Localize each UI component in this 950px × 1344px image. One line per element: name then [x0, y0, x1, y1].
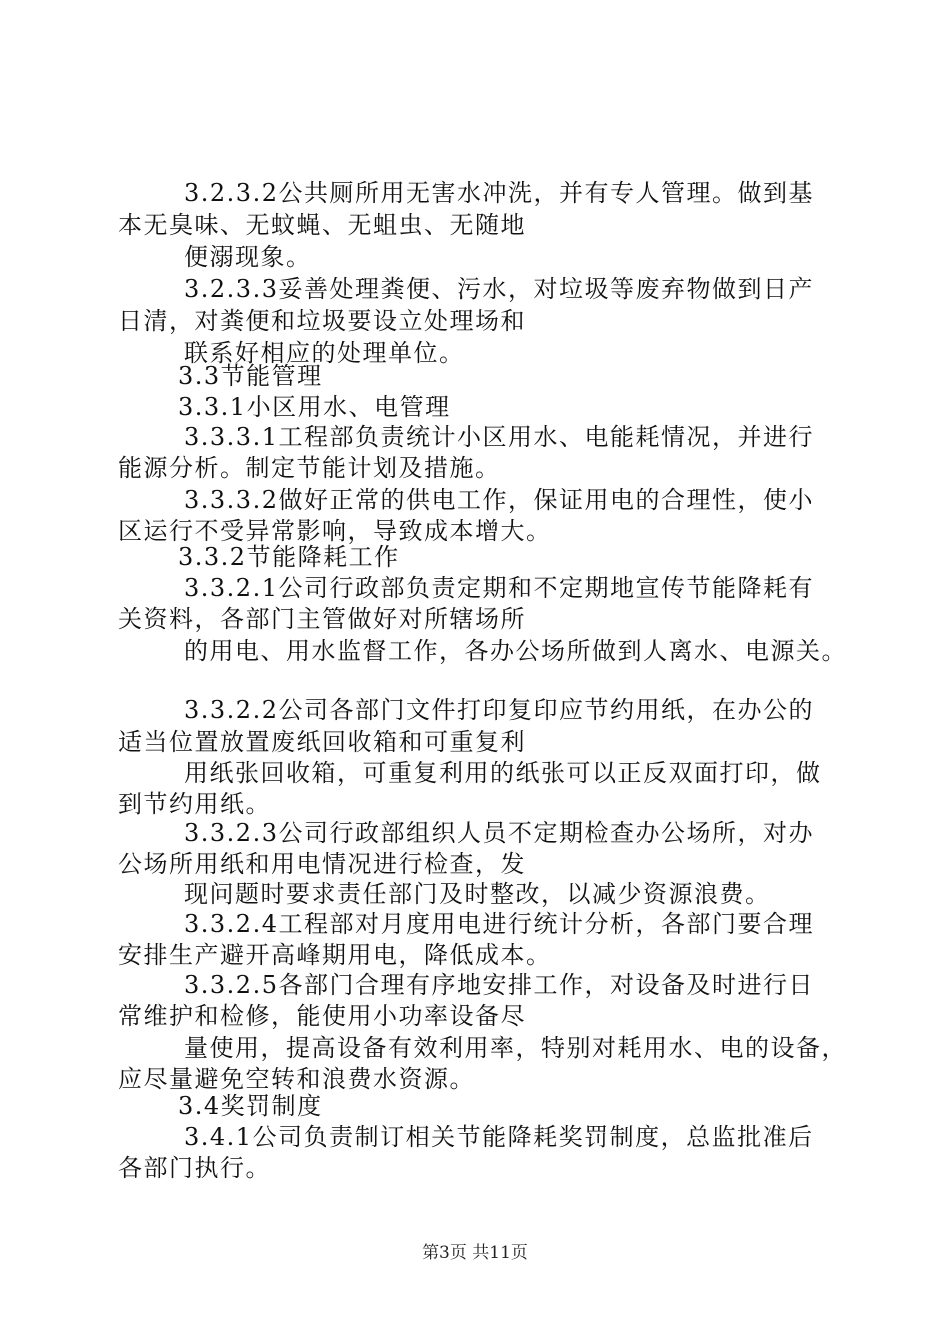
text-line: 本无臭味、无蚊蝇、无蛆虫、无随地 [118, 211, 526, 239]
text-line: 安排生产避开高峰期用电，降低成本。 [118, 941, 552, 969]
text-line: 各部门执行。 [118, 1154, 271, 1182]
text-line: 关资料，各部门主管做好对所辖场所 [118, 605, 526, 633]
text-line: 用纸张回收箱，可重复利用的纸张可以正反双面打印，做 [184, 759, 822, 787]
text-line: 联系好相应的处理单位。 [184, 339, 465, 367]
text-line: 应尽量避免空转和浪费水资源。 [118, 1065, 475, 1093]
section-heading: 3.3节能管理 [178, 362, 323, 390]
section-heading: 3.3.2节能降耗工作 [178, 543, 400, 571]
text-line: 常维护和检修，能使用小功率设备尽 [118, 1002, 526, 1030]
text-line: 到节约用纸。 [118, 790, 271, 818]
text-line: 3.3.3.1工程部负责统计小区用水、电能耗情况，并进行 [184, 423, 814, 451]
text-line: 便溺现象。 [184, 243, 312, 271]
text-line: 3.2.3.2公共厕所用无害水冲洗，并有专人管理。做到基 [184, 179, 814, 207]
text-line: 3.2.3.3妥善处理粪便、污水，对垃圾等废弃物做到日产 [184, 275, 814, 303]
text-line: 3.3.2.5各部门合理有序地安排工作，对设备及时进行日 [184, 971, 814, 999]
text-line: 的用电、用水监督工作，各办公场所做到人离水、电源关。 [184, 637, 847, 665]
section-heading: 3.4奖罚制度 [178, 1092, 323, 1120]
page-number-footer: 第3页 共11页 [422, 1243, 528, 1263]
text-line: 量使用，提高设备有效利用率，特别对耗用水、电的设备， [184, 1034, 847, 1062]
text-line: 区运行不受异常影响，导致成本增大。 [118, 517, 552, 545]
text-line: 日清，对粪便和垃圾要设立处理场和 [118, 307, 526, 335]
text-line: 3.3.2.4工程部对月度用电进行统计分析，各部门要合理 [184, 910, 814, 938]
text-line: 3.3.2.3公司行政部组织人员不定期检查办公场所，对办 [184, 819, 814, 847]
section-heading: 3.3.1小区用水、电管理 [178, 393, 451, 421]
text-line: 3.3.2.1公司行政部负责定期和不定期地宣传节能降耗有 [184, 574, 814, 602]
text-line: 公场所用纸和用电情况进行检查，发 [118, 850, 526, 878]
text-line: 3.4.1公司负责制订相关节能降耗奖罚制度，总监批准后 [184, 1123, 814, 1151]
text-line: 现问题时要求责任部门及时整改，以减少资源浪费。 [184, 880, 771, 908]
text-line: 能源分析。制定节能计划及措施。 [118, 454, 501, 482]
text-line: 3.3.2.2公司各部门文件打印复印应节约用纸，在办公的 [184, 696, 814, 724]
text-line: 3.3.3.2做好正常的供电工作，保证用电的合理性，使小 [184, 486, 814, 514]
text-line: 适当位置放置废纸回收箱和可重复利 [118, 728, 526, 756]
